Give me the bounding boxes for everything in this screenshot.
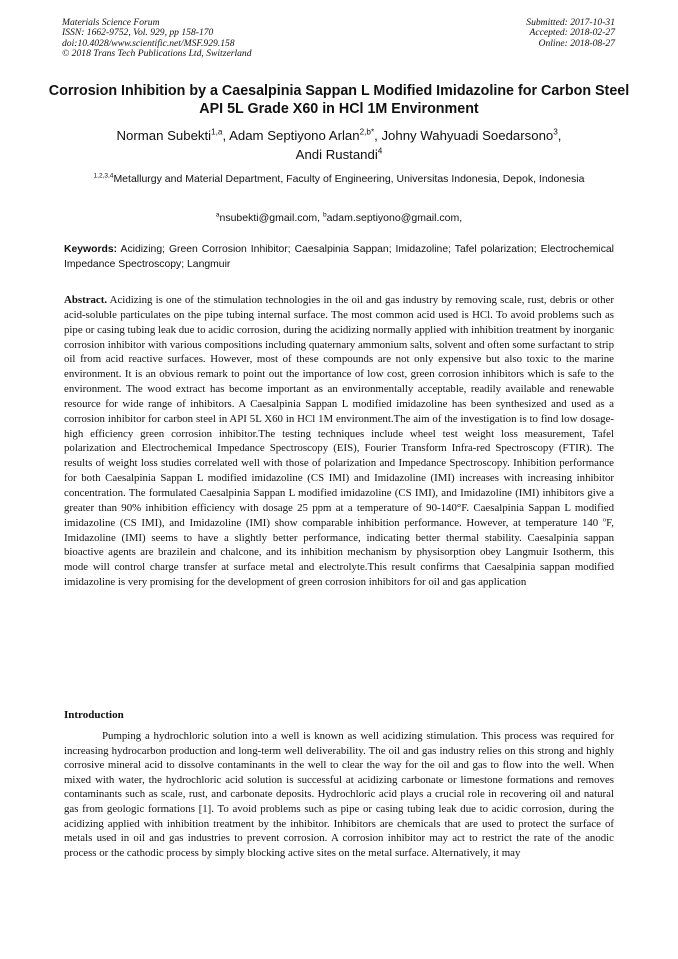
abstract-text-continued: F, Imidazoline (IMI) seems to have a slightly better performance, indicating better thermal stability. Caesalpinia sappan bioactive agents are brazilein and chalcone, and its inhibition mechanism by physisorption obey Langmuir Isotherm, this mode will control charge transfer at surface metal and electrolyte.This result confirms that Caesalpinia sappan modified imidazoline is very promising for the development of green corrosion inhibitors for oil and gas application — [64, 516, 614, 589]
journal-copyright: © 2018 Trans Tech Publications Ltd, Switzerland — [62, 48, 252, 60]
author-separator: , — [374, 128, 382, 143]
keywords-label: Keywords: — [64, 244, 118, 255]
submitted-date: Submitted: 2017-10-31 — [526, 17, 615, 28]
online-date: Online: 2018-08-27 — [538, 37, 615, 49]
affiliation — [60, 172, 618, 186]
abstract — [64, 293, 614, 590]
email-address[interactable]: adam.septiyono@gmail.com, — [326, 212, 463, 224]
abstract-text: Acidizing is one of the stimulation technologies in the oil and gas industry by removing scale, rust, debris or other acid-soluble particulates on the pipe tubing internal surface. The most common acid used is HCl. To avoid problems such as pipe or casing tubing leak due to acidic corrosion, during the acidizing normally applied with inhibition treatment by inorganic corrosion inhibitor with various compositions including quaternary ammonium salts, solvent and often some surfactant to strip oil from acid reactive surfaces. However, most of these compounds are not only expensive but also toxic to the marine environment. It is an obvious remark to point out the importance of low cost, green corrosion inhibitors which is safe to the environment. The wood extract has become important as an environmentally acceptable, readily available and renewable resource for wide range of inhibitors. A Caesalpinia Sappan L modified imidazoline has been synthesized and used as a corrosion inhibitor for carbon steel in API 5L X60 in HCl 1M environment.The aim of the investigation is to find low dosage-high efficiency green corrosion inhibitor.The testing techniques include wheel test weight loss measurement, Tafel polarization and Electrochemical Impedance Spectroscopy (EIS), Fourier Transform Infra-red Spectroscopy (FTIR). The results of weight loss studies correlated well with those of polarization and Impedance Spectroscopy. Inhibition performance for both Caesalpinia Sappan L modified imidazoline (CS IMI) and Imidazoline (IMI) increases with increasing inhibitor concentration. The formulated Caesalpinia Sappan L modified imidazoline (CS IMI), and Imidazoline (IMI) inhibitors give a greater than 90% inhibition efficiency with dosage 25 ppm at a temperature of 90-140°F. Caesalpinia Sappan L modified imidazoline (CS IMI), and Imidazoline (IMI) show comparable inhibition performance. However, at temperature 140 — [64, 294, 614, 529]
author-affiliation-mark: 2,b* — [359, 127, 375, 137]
author-list — [40, 126, 638, 164]
email-list — [60, 211, 618, 225]
email-address[interactable]: nsubekti@gmail.com, — [219, 212, 323, 224]
author-affiliation-mark: 4 — [377, 146, 383, 156]
author-affiliation-mark: 3 — [553, 127, 558, 137]
author-name: Adam Septiyono Arlan — [229, 128, 360, 143]
author-name: Johny Wahyuadi Soedarsono — [381, 128, 554, 143]
journal-name: Materials Science Forum — [62, 17, 160, 28]
abstract-label: Abstract. — [64, 294, 108, 306]
author-name: Norman Subekti — [116, 128, 212, 143]
keywords-text: Acidizing; Green Corrosion Inhibitor; Caesalpinia Sappan; Imidazoline; Tafel polarization; Electrochemical Impedance Spectroscopy; Langmuir — [64, 244, 614, 270]
section-heading-introduction: Introduction — [64, 709, 124, 721]
accepted-date: Accepted: 2018-02-27 — [529, 27, 615, 39]
affiliation-text: Metallurgy and Material Department, Faculty of Engineering, Universitas Indonesia, Depok, Indonesia — [113, 173, 585, 185]
email-mark: a — [215, 211, 220, 219]
keywords — [64, 242, 614, 272]
journal-header-right — [526, 18, 615, 49]
author-separator: , — [557, 128, 562, 143]
introduction-paragraph: Pumping a hydrochloric solution into a well is known as well acidizing stimulation. This process was required for increasing hydrocarbon production and long-term well deliverability. The oil and gas industry relies on this strong and highly corrosive mineral acid to dissolve contaminants in the well to clear the way for the oil and gas to flow into the well. When mixed with water, the hydrochloric acid solution is successful at acidizing carbonate or limestone formations and removes contaminants such as scale, rust, and carbonate deposits. Hydrochloric acid plays a crucial role in recovering oil and natural gas from geologic formations [1]. To avoid problems such as pipe or casing tubing leak due to acidic corrosion, during the acidizing applied with inhibition treatment by the inhibitor. Inhibitors are chemicals that are used to protect the surface of metals used in oil and gas industries to prevent corrosion. A corrosion inhibitor may act to restrict the rate of the anodic process or the cathodic process by simply blocking active sites on the metal surface. Alternatively, it may — [64, 730, 614, 859]
author-name: Andi Rustandi — [295, 147, 378, 162]
journal-doi[interactable]: doi:10.4028/www.scientific.net/MSF.929.158 — [62, 37, 235, 49]
degree-mark: o — [602, 516, 607, 524]
author-separator: , — [222, 128, 230, 143]
paper-title: Corrosion Inhibition by a Caesalpinia Sappan L Modified Imidazoline for Carbon Steel API 5L Grade X60 in HCl 1M Environment — [48, 83, 630, 117]
author-affiliation-mark: 1,a — [211, 127, 223, 137]
journal-issn: ISSN: 1662-9752, Vol. 929, pp 158-170 — [62, 27, 214, 39]
affiliation-mark: 1,2,3,4 — [93, 172, 114, 180]
email-mark: b — [322, 211, 327, 219]
journal-header-left — [62, 18, 252, 60]
